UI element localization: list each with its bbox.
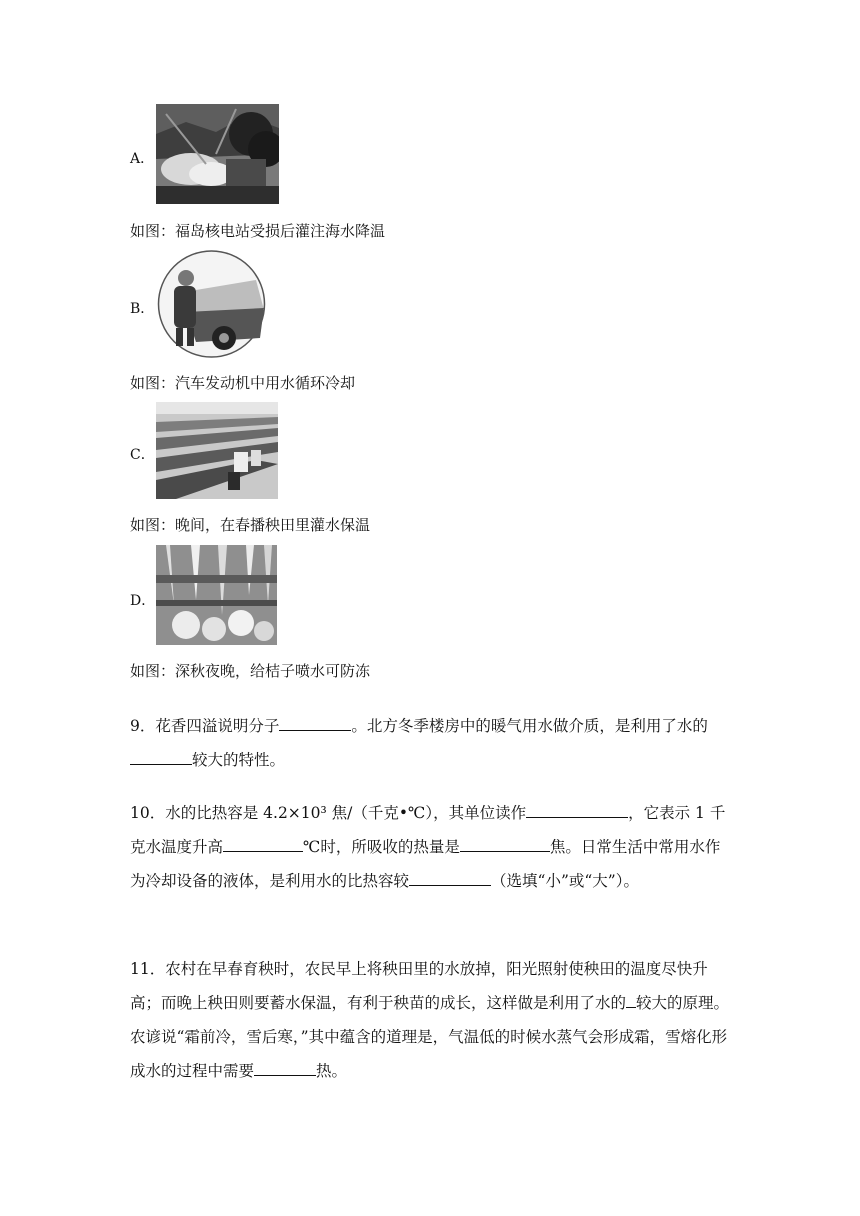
frozen-oranges-photo xyxy=(156,545,277,645)
nuclear-plant-photo xyxy=(156,104,279,204)
rice-field-photo xyxy=(156,402,278,499)
q9-blank-1[interactable] xyxy=(279,714,351,731)
q10-blank-4[interactable] xyxy=(409,869,491,886)
q11-blank-1[interactable] xyxy=(626,991,636,1008)
q11-blank-2[interactable] xyxy=(254,1059,316,1076)
q10-blank-2[interactable] xyxy=(223,835,303,852)
q9-text-1: 9．花香四溢说明分子 xyxy=(130,717,280,735)
q11-text-1: 11．农村在早春育秧时，农民早上将秧田里的水放掉，阳光照射使秧田的温度尽快升高；而晚上秧田则要蓄水保温，有利于秧苗的成长，这样做是利用了水的 xyxy=(130,960,708,1012)
q9-blank-2[interactable] xyxy=(130,748,192,765)
q11-text-3: 热。 xyxy=(316,1062,348,1080)
q10-blank-3[interactable] xyxy=(460,835,550,852)
q9-text-3: 较大的特性。 xyxy=(192,751,286,769)
option-a-caption: 如图：福岛核电站受损后灌注海水降温 xyxy=(130,222,386,240)
option-d-caption: 如图：深秋夜晚，给桔子喷水可防冻 xyxy=(130,662,371,680)
question-10 xyxy=(130,796,735,898)
q10-text-1: 10．水的比热容是 4.2×10³ 焦/（千克•℃），其单位读作 xyxy=(130,804,527,822)
q10-blank-1[interactable] xyxy=(526,801,628,818)
q10-text-2: ，它表示 1 千克水温度升高 xyxy=(130,804,726,856)
q10-text-5: （选填“小”或“大”）。 xyxy=(491,872,639,890)
option-b-caption: 如图：汽车发动机中用水循环冷却 xyxy=(130,374,356,392)
option-a-letter: A． xyxy=(130,151,155,167)
q9-text-2: 。北方冬季楼房中的暖气用水做介质，是利用了水的 xyxy=(351,717,708,735)
question-9 xyxy=(130,709,735,777)
option-c-letter: C． xyxy=(130,447,155,463)
q11-text-2: 较大的原理。农谚说“霜前冷，雪后寒，”其中蕴含的道理是，气温低的时候水蒸气会形成霜，雪熔化形成水的过程中需要 xyxy=(130,994,730,1080)
option-b-letter: B． xyxy=(130,301,155,317)
q10-text-3: ℃时，所吸收的热量是 xyxy=(303,838,460,856)
q10-text-4: 焦。日常生活中常用水作为冷却设备的液体，是利用水的比热容较 xyxy=(130,838,721,890)
car-engine-photo xyxy=(156,250,267,358)
option-c-caption: 如图：晚间，在春播秧田里灌水保温 xyxy=(130,516,371,534)
question-11 xyxy=(130,952,735,1088)
option-d-letter: D． xyxy=(130,593,156,609)
